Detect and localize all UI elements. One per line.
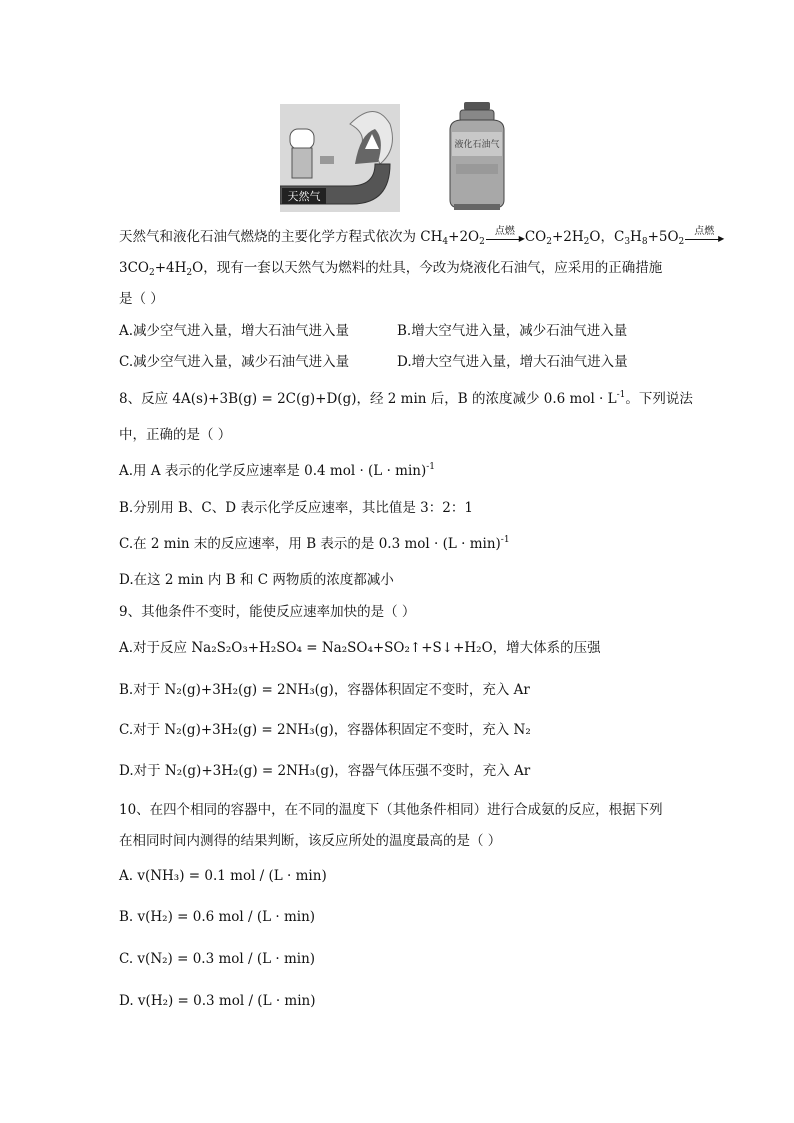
eq-part: +2O <box>448 229 480 245</box>
q10-option-b: B. v(H₂) = 0.6 mol / (L · min) <box>119 909 316 925</box>
q9-option-b: B.对于 N₂(g)+3H₂(g) = 2NH₃(g)，容器体积固定不变时，充入 Ar <box>119 682 530 698</box>
eq-sub: 2 <box>678 237 685 247</box>
q8-option-b: B.分别用 B、C、D 表示化学反应速率，其比值是 3：2：1 <box>119 500 473 516</box>
q9-option-c: C.对于 N₂(g)+3H₂(g) = 2NH₃(g)，容器体积固定不变时，充入 N₂ <box>119 722 531 738</box>
eq-part: H <box>630 229 642 245</box>
eq-sub: 4 <box>442 237 449 247</box>
eq-part: O，C <box>589 229 625 245</box>
q8-stem-line2: 中，正确的是（ ） <box>119 427 232 443</box>
eq-sub: 3 <box>624 237 631 247</box>
q8-stem-text: 8、反应 4A(s)+3B(g) = 2C(g)+D(g)，经 2 min 后，B 的浓度减少 0.6 mol · L <box>119 391 617 407</box>
eq-sub: 2 <box>479 237 485 247</box>
arrow-label: 点燃 <box>494 225 515 237</box>
q9-option-d: D.对于 N₂(g)+3H₂(g) = 2NH₃(g)，容器气体压强不变时，充入 Ar <box>119 763 531 779</box>
q8-option-d: D.在这 2 min 内 B 和 C 两物质的浓度都减小 <box>119 572 394 588</box>
eq-sub: 2 <box>149 268 155 278</box>
eq-part: CH <box>420 229 443 245</box>
natural-gas-label: 天然气 <box>287 190 321 203</box>
q7-stem-line3: 是（ ） <box>119 291 164 307</box>
q7-stem-line2 <box>119 259 662 277</box>
q9-stem: 9、其他条件不变时，能使反应速率加快的是（ ） <box>119 604 416 620</box>
q8-option-c-sup: -1 <box>500 535 510 545</box>
q10-stem-line2: 在相同时间内测得的结果判断，该反应所处的温度最高的是（ ） <box>119 833 502 849</box>
eq-sub: 8 <box>641 237 648 247</box>
lpg-label: 液化石油气 <box>454 140 500 150</box>
eq-sub: 2 <box>546 237 552 247</box>
q8-option-a-sup: -1 <box>426 462 436 472</box>
q10-option-d: D. v(H₂) = 0.3 mol / (L · min) <box>119 993 316 1009</box>
q10-stem-line1: 10、在四个相同的容器中，在不同的温度下（其他条件相同）进行合成氨的反应，根据下列 <box>119 802 663 818</box>
q7-option-b: B.增大空气进入量，减少石油气进入量 <box>397 323 628 339</box>
q7-option-c: C.减少空气进入量，减少石油气进入量 <box>119 354 350 370</box>
q8-stem-tail: 。下列说法 <box>625 391 693 407</box>
q8-option-a <box>119 462 435 480</box>
q10-option-a: A. v(NH₃) = 0.1 mol / (L · min) <box>119 868 327 884</box>
figure-row <box>280 100 520 215</box>
eq-sub: 2 <box>186 268 193 278</box>
ignition-arrow-2: 点燃 ▶ <box>684 229 724 247</box>
eq-part: CO <box>524 229 547 245</box>
q8-option-c-text: C.在 2 min 末的反应速率，用 B 表示的是 0.3 mol · (L · min) <box>119 536 501 552</box>
eq-part: +2H <box>551 229 584 245</box>
q8-option-a-text: A.用 A 表示的化学反应速率是 0.4 mol · (L · min) <box>119 463 427 479</box>
q8-option-c <box>119 535 510 553</box>
eq-part: O，现有一套以天然气为燃料的灶具，今改为烧液化石油气，应采用的正确措施 <box>192 260 663 276</box>
arrow-label: 点燃 <box>694 225 715 237</box>
q7-stem-text: 天然气和液化石油气燃烧的主要化学方程式依次为 <box>119 229 421 245</box>
q10-option-c: C. v(N₂) = 0.3 mol / (L · min) <box>119 951 316 967</box>
eq-part: +4H <box>154 260 187 276</box>
q8-sup: -1 <box>616 390 626 400</box>
eq-part: +5O <box>647 229 679 245</box>
q9-option-a: A.对于反应 Na₂S₂O₃+H₂SO₄ = Na₂SO₄+SO₂↑+S↓+H₂O，增大体系的压强 <box>119 640 601 656</box>
q7-stem-line1 <box>119 225 725 247</box>
q7-option-a: A.减少空气进入量，增大石油气进入量 <box>119 323 350 339</box>
ignition-arrow: 点燃 ▶ <box>485 229 525 247</box>
q7-option-d: D.增大空气进入量，增大石油气进入量 <box>397 354 628 370</box>
q8-stem-line1 <box>119 390 693 408</box>
eq-part: 3CO <box>119 260 149 276</box>
eq-sub: 2 <box>583 237 590 247</box>
natural-gas-illustration <box>280 104 400 212</box>
lpg-cylinder-illustration <box>442 100 512 212</box>
